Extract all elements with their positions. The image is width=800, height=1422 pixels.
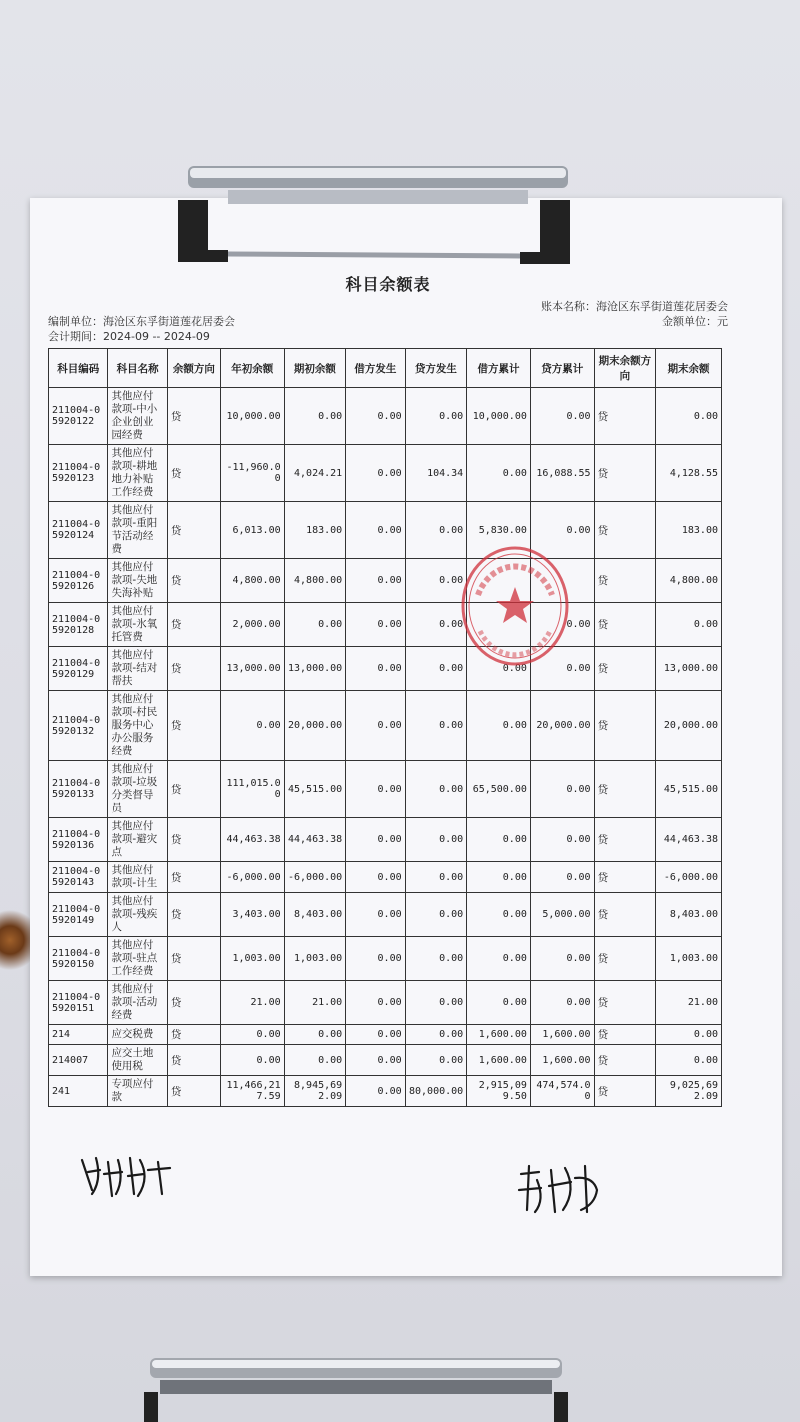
table-cell-code: 211004-05920143 [49, 862, 108, 893]
table-cell-credit-cum: 0.00 [530, 981, 594, 1025]
table-cell-p-open: 0.00 [284, 1045, 346, 1076]
table-cell-debit-cum: 0.00 [467, 862, 531, 893]
table-cell-debit: 0.00 [346, 691, 405, 761]
table-cell-code: 211004-05920124 [49, 502, 108, 559]
table-cell-name: 其他应付款项-中小企业创业园经费 [108, 388, 167, 445]
table-row [49, 445, 722, 502]
table-cell-debit: 0.00 [346, 1076, 405, 1107]
table-cell-p-open: 0.00 [284, 1025, 346, 1045]
table-cell-dir: 贷 [167, 937, 220, 981]
header-cell: 借方发生 [346, 349, 405, 388]
org-label-text: 编制单位：海沧区东孚街道莲花居委会 [48, 315, 235, 328]
table-cell-y-open: 21.00 [220, 981, 284, 1025]
table-cell-end-dir: 贷 [594, 603, 656, 647]
table-row [49, 388, 722, 445]
table-cell-debit: 0.00 [346, 502, 405, 559]
table-cell-p-open: 1,003.00 [284, 937, 346, 981]
table-cell-y-open: -11,960.00 [220, 445, 284, 502]
period-label: 会计期间：2024-09 -- 2024-09 [48, 330, 210, 343]
header-cell: 期末余额方向 [594, 349, 656, 388]
table-cell-y-open: 13,000.00 [220, 647, 284, 691]
header-cell: 期末余额 [656, 349, 722, 388]
table-cell-code: 211004-05920122 [49, 388, 108, 445]
table-cell-credit: 0.00 [405, 761, 467, 818]
table-cell-end-bal: 0.00 [656, 603, 722, 647]
background-object [0, 900, 32, 990]
table-cell-end-dir: 贷 [594, 502, 656, 559]
table-cell-dir: 贷 [167, 559, 220, 603]
table-cell-y-open: 0.00 [220, 1025, 284, 1045]
table-cell-credit-cum: 5,000.00 [530, 893, 594, 937]
table-cell-y-open: 6,013.00 [220, 502, 284, 559]
header-cell: 贷方发生 [405, 349, 467, 388]
table-cell-y-open: 0.00 [220, 1045, 284, 1076]
table-cell-name: 其他应付款项-氷氧托管费 [108, 603, 167, 647]
table-cell-credit: 0.00 [405, 818, 467, 862]
table-row [49, 1045, 722, 1076]
table-cell-end-dir: 贷 [594, 1025, 656, 1045]
table-cell-code: 211004-05920128 [49, 603, 108, 647]
table-cell-code: 241 [49, 1076, 108, 1107]
table-cell-credit: 0.00 [405, 559, 467, 603]
table-cell-debit: 0.00 [346, 1045, 405, 1076]
table-cell-end-bal: 4,800.00 [656, 559, 722, 603]
table-cell-p-open: 8,403.00 [284, 893, 346, 937]
table-cell-credit-cum: 0.00 [530, 818, 594, 862]
table-cell-credit-cum: 0.00 [530, 502, 594, 559]
table-cell-end-bal: 9,025,692.09 [656, 1076, 722, 1107]
table-row [49, 893, 722, 937]
table-cell-dir: 贷 [167, 691, 220, 761]
table-cell-credit-cum: 0.00 [530, 862, 594, 893]
table-cell-y-open: 44,463.38 [220, 818, 284, 862]
table-cell-debit-cum: 10,000.00 [467, 388, 531, 445]
table-row [49, 691, 722, 761]
document-title: 科目余额表 [345, 275, 431, 294]
clipboard-clip-top [168, 160, 580, 270]
table-cell-debit: 0.00 [346, 937, 405, 981]
table-cell-end-bal: 4,128.55 [656, 445, 722, 502]
table-cell-p-open: 8,945,692.09 [284, 1076, 346, 1107]
table-cell-debit: 0.00 [346, 761, 405, 818]
table-cell-code: 214 [49, 1025, 108, 1045]
table-cell-end-bal: 44,463.38 [656, 818, 722, 862]
table-cell-y-open: 0.00 [220, 691, 284, 761]
table-cell-name: 其他应付款项-活动经费 [108, 981, 167, 1025]
table-cell-code: 211004-05920126 [49, 559, 108, 603]
table-cell-code: 211004-05920149 [49, 893, 108, 937]
table-cell-debit: 0.00 [346, 647, 405, 691]
table-cell-debit-cum: 0.00 [467, 445, 531, 502]
header-cell: 科目名称 [108, 349, 167, 388]
table-cell-p-open: 183.00 [284, 502, 346, 559]
table-cell-credit-cum: 1,600.00 [530, 1045, 594, 1076]
table-cell-debit-cum: 0.00 [467, 691, 531, 761]
table-cell-y-open: 11,466,217.59 [220, 1076, 284, 1107]
table-cell-debit-cum: 0.00 [467, 981, 531, 1025]
table-cell-credit-cum: 474,574.00 [530, 1076, 594, 1107]
table-cell-name: 应交土地使用税 [108, 1045, 167, 1076]
table-cell-credit-cum: 16,088.55 [530, 445, 594, 502]
table-cell-credit: 0.00 [405, 862, 467, 893]
table-cell-credit-cum: 0.00 [530, 647, 594, 691]
table-row [49, 603, 722, 647]
table-cell-end-bal: 20,000.00 [656, 691, 722, 761]
table-cell-end-bal: 183.00 [656, 502, 722, 559]
table-cell-dir: 贷 [167, 818, 220, 862]
table-cell-dir: 贷 [167, 761, 220, 818]
table-cell-name: 其他应付款项-结对帮扶 [108, 647, 167, 691]
table-cell-dir: 贷 [167, 647, 220, 691]
table-cell-name: 其他应付款项-计生 [108, 862, 167, 893]
table-cell-debit-cum: 0.00 [467, 893, 531, 937]
table-cell-p-open: 45,515.00 [284, 761, 346, 818]
table-cell-code: 211004-05920136 [49, 818, 108, 862]
table-row [49, 559, 722, 603]
table-cell-credit: 0.00 [405, 603, 467, 647]
signature-right [515, 1160, 605, 1215]
clipboard-clip-bottom [140, 1352, 572, 1422]
official-seal [460, 545, 570, 667]
table-cell-name: 其他应付款项-村民服务中心办公服务经费 [108, 691, 167, 761]
table-cell-credit-cum: 1,600.00 [530, 1025, 594, 1045]
table-cell-debit-cum: 0.00 [467, 647, 531, 691]
table-cell-debit: 0.00 [346, 445, 405, 502]
table-cell-end-dir: 贷 [594, 559, 656, 603]
table-cell-y-open: 10,000.00 [220, 388, 284, 445]
ledger-table [48, 348, 722, 1107]
table-cell-end-bal: 45,515.00 [656, 761, 722, 818]
table-cell-p-open: 20,000.00 [284, 691, 346, 761]
table-cell-end-bal: 0.00 [656, 388, 722, 445]
table-cell-credit: 0.00 [405, 502, 467, 559]
table-cell-dir: 贷 [167, 445, 220, 502]
table-cell-dir: 贷 [167, 981, 220, 1025]
table-cell-end-dir: 贷 [594, 1045, 656, 1076]
table-cell-dir: 贷 [167, 1025, 220, 1045]
table-cell-name: 其他应付款项-驻点工作经费 [108, 937, 167, 981]
table-cell-debit-cum: 2,915,099.50 [467, 1076, 531, 1107]
table-row [49, 1076, 722, 1107]
table-cell-p-open: 44,463.38 [284, 818, 346, 862]
table-cell-dir: 贷 [167, 893, 220, 937]
ledger-body [49, 388, 722, 1107]
table-cell-dir: 贷 [167, 388, 220, 445]
balance-sheet [48, 272, 728, 1107]
table-cell-code: 211004-05920150 [49, 937, 108, 981]
table-cell-code: 214007 [49, 1045, 108, 1076]
table-cell-p-open: 4,024.21 [284, 445, 346, 502]
table-cell-p-open: 21.00 [284, 981, 346, 1025]
header-cell: 余额方向 [167, 349, 220, 388]
table-cell-credit-cum: 0.00 [530, 761, 594, 818]
table-row [49, 937, 722, 981]
table-row [49, 862, 722, 893]
table-cell-end-dir: 贷 [594, 818, 656, 862]
table-cell-name: 专项应付款 [108, 1076, 167, 1107]
table-cell-credit: 0.00 [405, 1025, 467, 1045]
table-cell-code: 211004-05920132 [49, 691, 108, 761]
table-cell-y-open: -6,000.00 [220, 862, 284, 893]
table-cell-debit: 0.00 [346, 818, 405, 862]
table-cell-dir: 贷 [167, 502, 220, 559]
table-cell-debit-cum: 0.00 [467, 818, 531, 862]
table-cell-p-open: -6,000.00 [284, 862, 346, 893]
header-cell: 年初余额 [220, 349, 284, 388]
table-cell-y-open: 4,800.00 [220, 559, 284, 603]
table-cell-name: 其他应付款项-垃圾分类督导员 [108, 761, 167, 818]
table-cell-dir: 贷 [167, 1045, 220, 1076]
table-row [49, 647, 722, 691]
table-header-row [49, 349, 722, 388]
table-cell-debit: 0.00 [346, 559, 405, 603]
table-row [49, 1025, 722, 1045]
signature-left [78, 1150, 178, 1200]
table-cell-y-open: 111,015.00 [220, 761, 284, 818]
table-cell-credit: 0.00 [405, 1045, 467, 1076]
table-cell-name: 其他应付款项-失地失海补贴 [108, 559, 167, 603]
table-cell-debit: 0.00 [346, 893, 405, 937]
table-cell-credit-cum: 0.00 [530, 388, 594, 445]
table-cell-debit: 0.00 [346, 862, 405, 893]
table-cell-end-bal: 8,403.00 [656, 893, 722, 937]
table-row [49, 761, 722, 818]
table-cell-code: 211004-05920123 [49, 445, 108, 502]
table-cell-p-open: 13,000.00 [284, 647, 346, 691]
table-cell-end-dir: 贷 [594, 937, 656, 981]
table-cell-end-bal: 13,000.00 [656, 647, 722, 691]
table-cell-end-dir: 贷 [594, 445, 656, 502]
table-cell-end-dir: 贷 [594, 981, 656, 1025]
table-cell-credit: 80,000.00 [405, 1076, 467, 1107]
table-cell-end-bal: 0.00 [656, 1045, 722, 1076]
unit-label: 金额单位：元 [662, 315, 728, 328]
table-cell-dir: 贷 [167, 1076, 220, 1107]
table-cell-name: 其他应付款项-耕地地力补贴工作经费 [108, 445, 167, 502]
table-cell-debit-cum: 1,600.00 [467, 1025, 531, 1045]
table-cell-end-dir: 贷 [594, 893, 656, 937]
table-cell-end-bal: 21.00 [656, 981, 722, 1025]
table-cell-end-dir: 贷 [594, 862, 656, 893]
table-cell-end-bal: 0.00 [656, 1025, 722, 1045]
table-cell-end-dir: 贷 [594, 388, 656, 445]
table-cell-end-dir: 贷 [594, 1076, 656, 1107]
table-cell-name: 其他应付款项-避灾点 [108, 818, 167, 862]
table-cell-credit: 0.00 [405, 647, 467, 691]
table-cell-credit: 0.00 [405, 893, 467, 937]
table-cell-credit: 0.00 [405, 937, 467, 981]
header-cell: 借方累计 [467, 349, 531, 388]
table-cell-debit: 0.00 [346, 981, 405, 1025]
table-cell-credit: 0.00 [405, 388, 467, 445]
table-cell-code: 211004-05920133 [49, 761, 108, 818]
table-row [49, 981, 722, 1025]
table-cell-debit-cum: 65,500.00 [467, 761, 531, 818]
table-cell-end-bal: -6,000.00 [656, 862, 722, 893]
table-cell-end-dir: 贷 [594, 647, 656, 691]
table-cell-end-bal: 1,003.00 [656, 937, 722, 981]
table-cell-y-open: 2,000.00 [220, 603, 284, 647]
table-cell-dir: 贷 [167, 862, 220, 893]
table-cell-credit: 104.34 [405, 445, 467, 502]
table-cell-p-open: 4,800.00 [284, 559, 346, 603]
header-cell: 贷方累计 [530, 349, 594, 388]
table-cell-credit-cum: 20,000.00 [530, 691, 594, 761]
table-cell-dir: 贷 [167, 603, 220, 647]
account-label: 账本名称：海沧区东孚街道莲花居委会 [541, 300, 728, 313]
table-cell-end-dir: 贷 [594, 761, 656, 818]
table-cell-name: 其他应付款项-残疾人 [108, 893, 167, 937]
table-cell-debit: 0.00 [346, 1025, 405, 1045]
table-cell-debit-cum: 5,830.00 [467, 502, 531, 559]
table-cell-debit-cum: 1,600.00 [467, 1045, 531, 1076]
table-cell-credit: 0.00 [405, 691, 467, 761]
table-cell-code: 211004-05920129 [49, 647, 108, 691]
table-cell-y-open: 1,003.00 [220, 937, 284, 981]
table-cell-debit: 0.00 [346, 603, 405, 647]
header-cell: 期初余额 [284, 349, 346, 388]
table-cell-debit: 0.00 [346, 388, 405, 445]
table-row [49, 818, 722, 862]
table-cell-credit-cum: 0.00 [530, 603, 594, 647]
table-cell-end-dir: 贷 [594, 691, 656, 761]
header-cell: 科目编码 [49, 349, 108, 388]
table-cell-p-open: 0.00 [284, 603, 346, 647]
table-cell-name: 其他应付款项-重阳节活动经费 [108, 502, 167, 559]
table-cell-name: 应交税费 [108, 1025, 167, 1045]
table-cell-code: 211004-05920151 [49, 981, 108, 1025]
table-cell-p-open: 0.00 [284, 388, 346, 445]
table-cell-debit-cum: 0.00 [467, 937, 531, 981]
table-cell-y-open: 3,403.00 [220, 893, 284, 937]
table-cell-credit: 0.00 [405, 981, 467, 1025]
table-cell-credit-cum: 0.00 [530, 937, 594, 981]
table-row [49, 502, 722, 559]
